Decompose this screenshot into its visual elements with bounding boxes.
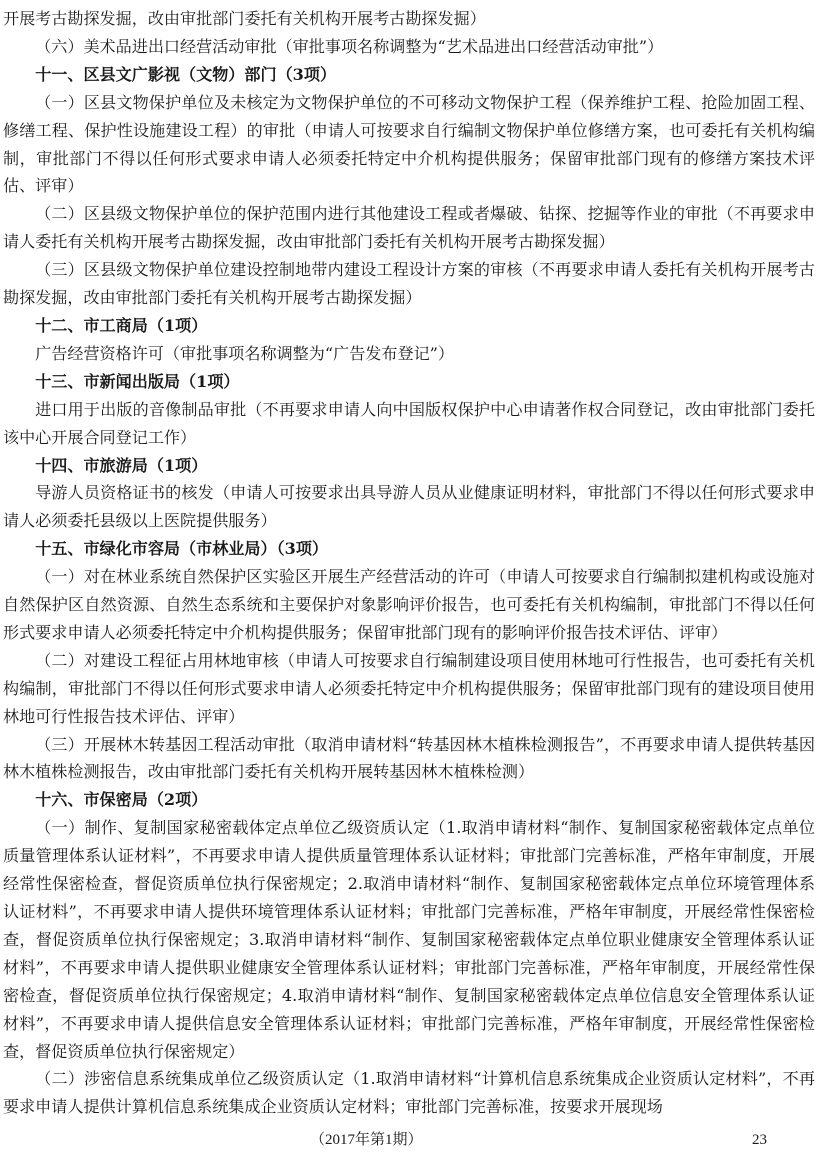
paragraph: （二）对建设工程征占用林地审核（申请人可按要求自行编制建设项目使用林地可行性报告，也可委托有关机构编制，审批部门不得以任何形式要求申请人必须委托特定中介机构提供服务；保留审批部门现有的建设项目使用林地可行性报告技术评估、评审）	[3, 650, 815, 726]
paragraph: （一）对在林业系统自然保护区实验区开展生产经营活动的许可（申请人可按要求自行编制拟建机构或设施对自然保护区自然资源、自然生态系统和主要保护对象影响评价报告，也可委托有关机构编制，审批部门不得以任何形式要求申请人必须委托特定中介机构提供服务；保留审批部门现有的影响评价报告技术评估、评审）	[3, 567, 815, 642]
section-heading: 十二、市工商局（1项）	[35, 315, 208, 335]
section-heading: 十四、市旅游局（1项）	[35, 455, 208, 475]
page-number: 23	[752, 1132, 767, 1148]
paragraph: （二）涉密信息系统集成单位乙级资质认定（1.取消申请材料“计算机信息系统集成企业资质认定材料”，不再要求申请人提供计算机信息系统集成企业资质认定材料；审批部门完善标准，按要求开展现场	[3, 1069, 815, 1117]
paragraph: （六）美术品进出口经营活动审批（审批事项名称调整为“艺术品进出口经营活动审批”）	[35, 36, 664, 56]
section-heading: 十六、市保密局（2项）	[35, 790, 208, 810]
section-heading: 十一、区县文广影视（文物）部门（3项）	[35, 64, 337, 84]
paragraph: （二）区县级文物保护单位的保护范围内进行其他建设工程或者爆破、钻探、挖掘等作业的审批（不再要求申请人委托有关机构开展考古勘探发掘，改由审批部门委托有关机构开展考古勘探发掘）	[3, 204, 815, 252]
paragraph: 开展考古勘探发掘，改由审批部门委托有关机构开展考古勘探发掘）	[3, 9, 486, 28]
document-body	[3, 5, 815, 1121]
issue-label: （2017年第1期）	[310, 1132, 423, 1148]
paragraph: （一）区县文物保护单位及未核定为文物保护单位的不可移动文物保护工程（保养维护工程、抢险加固工程、修缮工程、保护性设施建设工程）的审批（申请人可按要求自行编制文物保护单位修缮方案，也可委托有关机构编制，审批部门不得以任何形式要求申请人必须委托特定中介机构提供服务；保留审批部门现有的修缮方案技术评估、评审）	[3, 92, 815, 196]
paragraph: 广告经营资格许可（审批事项名称调整为“广告发布登记”）	[35, 343, 454, 363]
paragraph: 进口用于出版的音像制品审批（不再要求申请人向中国版权保护中心申请著作权合同登记，改由审批部门委托该中心开展合同登记工作）	[3, 399, 815, 447]
paragraph: （一）制作、复制国家秘密载体定点单位乙级资质认定（1.取消申请材料“制作、复制国家秘密载体定点单位质量管理体系认证材料”，不再要求申请人提供质量管理体系认证材料；审批部门完善标准，严格年审制度，开展经常性保密检查，督促资质单位执行保密规定；2.取消申请材料“制作、复制国家秘密载体定点单位环境管理体系认证材料”，不再要求申请人提供环境管理体系认证材料；审批部门完善标准，严格年审制度，开展经常性保密检查，督促资质单位执行保密规定；3.取消申请材料“制作、复制国家秘密载体定点单位职业健康安全管理体系认证材料”，不再要求申请人提供职业健康安全管理体系认证材料；审批部门完善标准，严格年审制度，开展经常性保密检查，督促资质单位执行保密规定；4.取消申请材料“制作、复制国家秘密载体定点单位信息安全管理体系认证材料”，不再要求申请人提供信息安全管理体系认证材料；审批部门完善标准，严格年审制度，开展经常性保密检查，督促资质单位执行保密规定）	[3, 818, 815, 1061]
paragraph: （三）区县级文物保护单位建设控制地带内建设工程设计方案的审核（不再要求申请人委托有关机构开展考古勘探发掘，改由审批部门委托有关机构开展考古勘探发掘）	[3, 260, 815, 308]
section-heading: 十五、市绿化市容局（市林业局）（3项）	[35, 539, 329, 559]
paragraph: （三）开展林木转基因工程活动审批（取消申请材料“转基因林木植株检测报告”，不再要求申请人提供转基因林木植株检测报告，改由审批部门委托有关机构开展转基因林木植株检测）	[3, 734, 815, 782]
paragraph: 导游人员资格证书的核发（申请人可按要求出具导游人员从业健康证明材料，审批部门不得以任何形式要求申请人必须委托县级以上医院提供服务）	[3, 483, 815, 531]
section-heading: 十三、市新闻出版局（1项）	[35, 371, 240, 391]
